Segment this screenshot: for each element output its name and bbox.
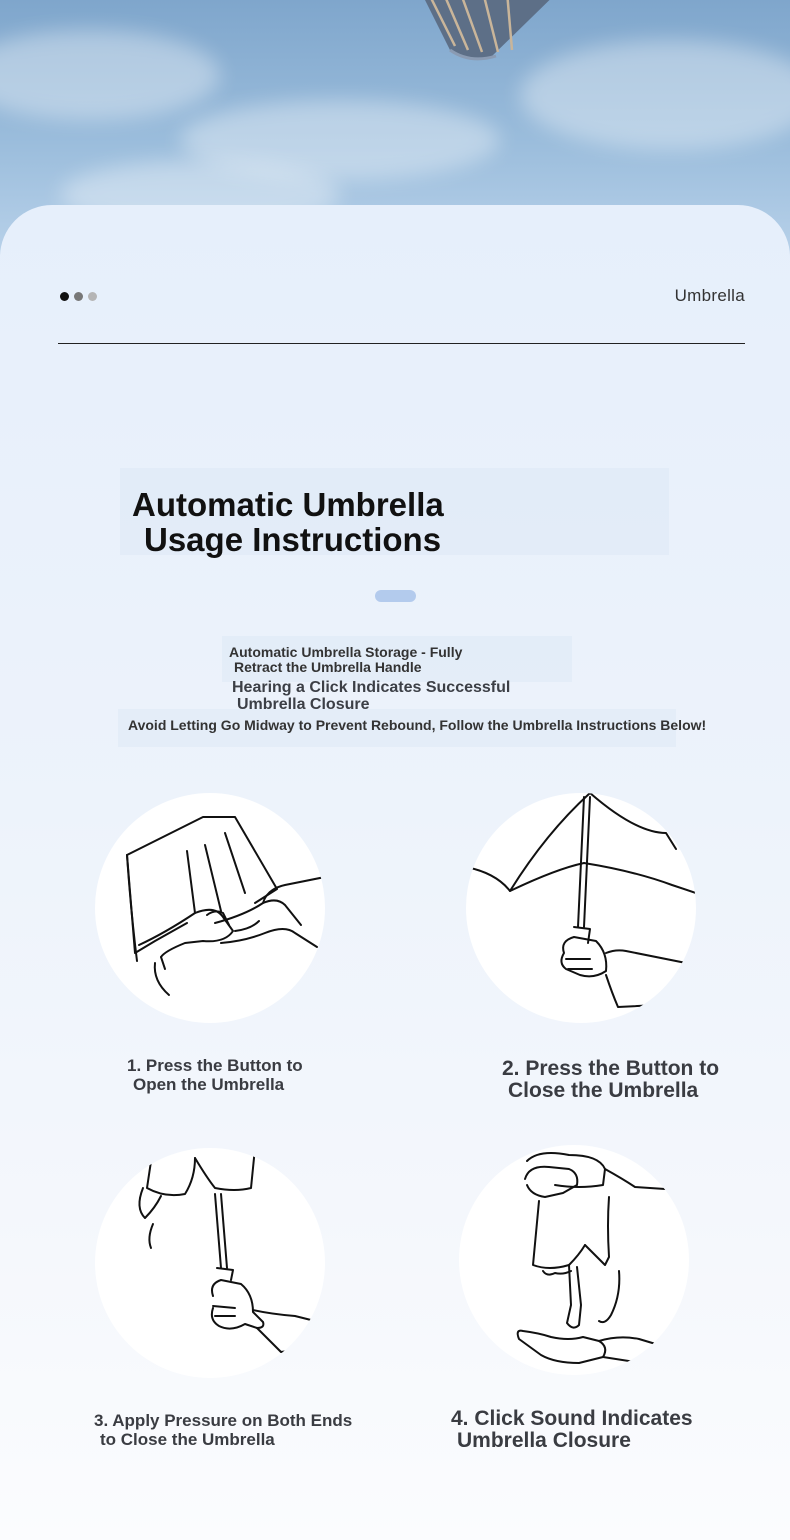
step-1-illustration <box>95 793 325 1023</box>
step-4-caption <box>451 1408 693 1452</box>
indicator-dot-1 <box>60 292 69 301</box>
step-1-line-1: 1. Press the Button to <box>127 1056 303 1075</box>
pressure-illustration-icon <box>95 1148 325 1378</box>
indicator-dot-3 <box>88 292 97 301</box>
step-4-line-1: 4. Click Sound Indicates <box>451 1407 693 1430</box>
page-indicator-dots <box>60 292 97 301</box>
page-title <box>132 487 444 557</box>
description-click <box>232 679 510 713</box>
close-umbrella-illustration-icon <box>466 793 696 1023</box>
step-1-line-2: Open the Umbrella <box>133 1075 285 1094</box>
open-umbrella-illustration-icon <box>95 793 325 1023</box>
step-3-line-2: to Close the Umbrella <box>100 1430 275 1449</box>
step-3-line-1: 3. Apply Pressure on Both Ends <box>94 1411 353 1430</box>
step-3-illustration <box>95 1148 325 1378</box>
step-2-illustration <box>466 793 696 1023</box>
indicator-dot-2 <box>74 292 83 301</box>
click-sound-illustration-icon <box>459 1145 689 1375</box>
title-line-2: Usage Instructions <box>144 521 442 558</box>
header-divider <box>58 343 745 344</box>
description-warning: Avoid Letting Go Midway to Prevent Rebound, Follow the Umbrella Instructions Below! <box>128 717 707 733</box>
description-storage-line-2: Retract the Umbrella Handle <box>234 659 422 675</box>
step-2-caption <box>502 1058 719 1102</box>
step-4-line-2: Umbrella Closure <box>457 1429 631 1452</box>
description-storage <box>229 645 462 675</box>
step-2-line-2: Close the Umbrella <box>508 1079 699 1102</box>
step-1-caption <box>127 1056 303 1094</box>
description-click-line-1: Hearing a Click Indicates Successful <box>232 679 511 696</box>
title-line-1: Automatic Umbrella <box>132 486 444 523</box>
step-3-caption <box>94 1411 352 1449</box>
umbrella-canopy-image <box>410 0 570 75</box>
step-2-line-1: 2. Press the Button to <box>502 1057 720 1080</box>
brand-label: Umbrella <box>674 286 745 305</box>
description-click-line-2: Umbrella Closure <box>237 696 370 713</box>
accent-pill <box>375 590 416 602</box>
step-4-illustration <box>459 1145 689 1375</box>
description-storage-line-1: Automatic Umbrella Storage - Fully <box>229 644 463 660</box>
